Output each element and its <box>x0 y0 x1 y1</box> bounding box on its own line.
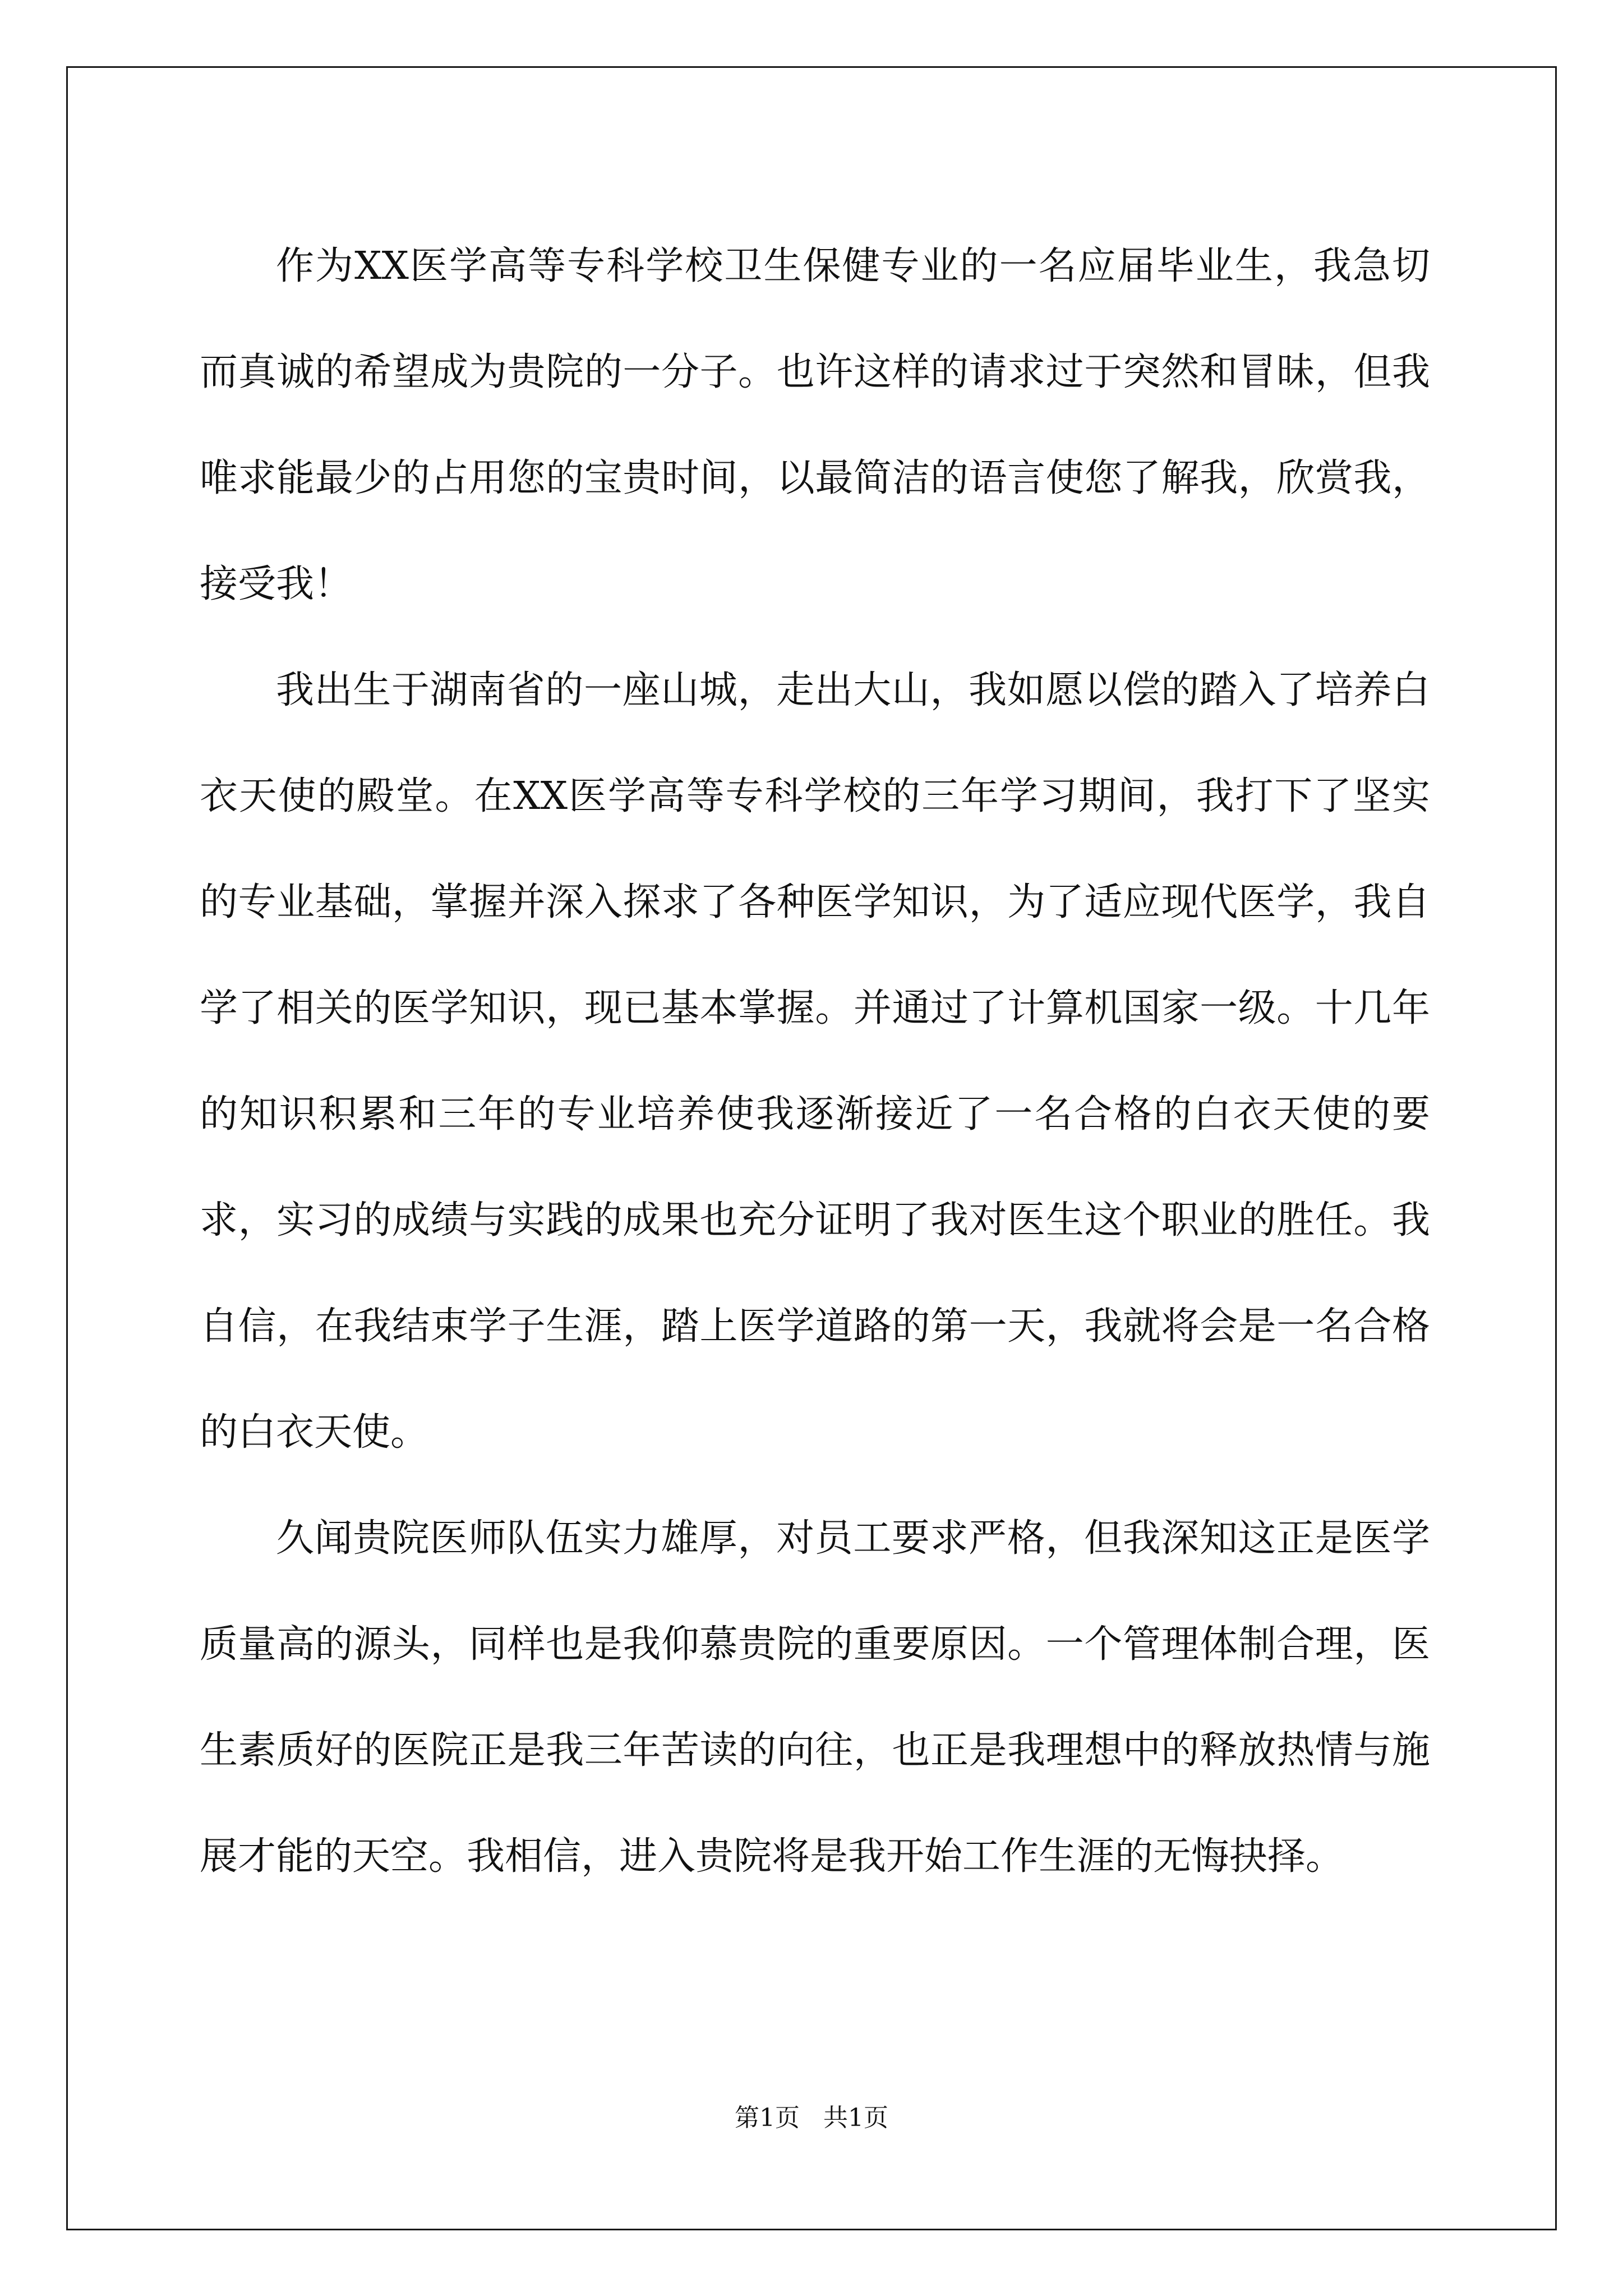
paragraph-2: 我出生于湖南省的一座山城，走出大山，我如愿以偿的踏入了培养白衣天使的殿堂。在XX医学高等专科学校的三年学习期间，我打下了坚实的专业基础，掌握并深入探求了各种医学知识，为了适应现代医学，我自学了相关的医学知识，现已基本掌握。并通过了计算机国家一级。十几年的知识积累和三年的专业培养使我逐渐接近了一名合格的白衣天使的要求，实习的成绩与实践的成果也充分证明了我对医生这个职业的胜任。我自信，在我结束学子生涯，踏上医学道路的第一天，我就将会是一名合格的白衣天使。 <box>200 668 1430 1455</box>
paragraph-3: 久闻贵院医师队伍实力雄厚，对员工要求严格，但我深知这正是医学质量高的源头，同样也是我仰慕贵院的重要原因。一个管理体制合理，医生素质好的医院正是我三年苦读的向往，也正是我理想中的释放热情与施展才能的天空。我相信，进入贵院将是我开始工作生涯的无悔抉择。 <box>200 1516 1430 1879</box>
paragraph-1: 作为XX医学高等专科学校卫生保健专业的一名应届毕业生，我急切而真诚的希望成为贵院的一分子。也许这样的请求过于突然和冒昧，但我唯求能最少的占用您的宝贵时间，以最简洁的语言使您了解我，欣赏我，接受我！ <box>200 244 1430 606</box>
document-body <box>200 213 1430 1910</box>
page-footer <box>0 2101 1623 2135</box>
page-number: 第1页 <box>735 2104 800 2132</box>
page-total: 共1页 <box>823 2104 888 2132</box>
